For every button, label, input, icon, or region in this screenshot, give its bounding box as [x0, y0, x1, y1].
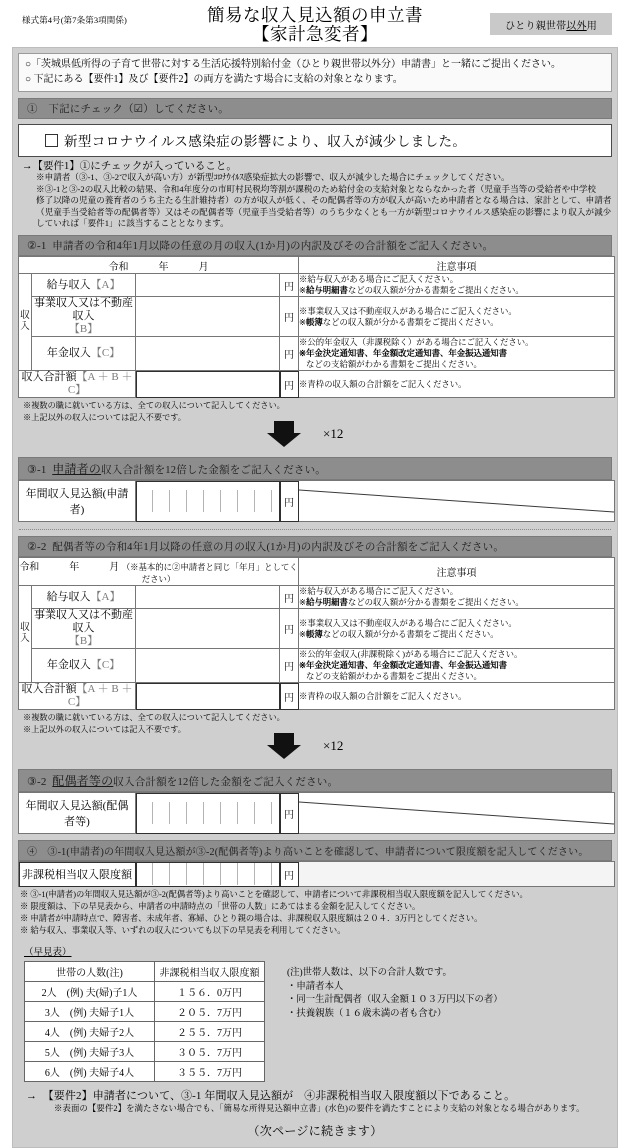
quick-table-explanation [265, 961, 503, 1082]
household-size: 2人 (例) 夫(婦)子1人 [25, 982, 155, 1002]
period-label-applicant[interactable]: 令和 年 月 [19, 257, 299, 274]
row-label-business-tag: 【B】 [68, 323, 99, 336]
diagonal-blank-spouse [299, 793, 615, 834]
memo-business [299, 297, 615, 337]
memo-pension-line-1: ※公的年金収入（非課税除く）がある場合にご記入ください。 [299, 338, 534, 348]
digit-grid-annual-spouse[interactable] [136, 793, 280, 834]
section-3-2-number: ③-2 [27, 776, 47, 789]
tax-exempt-limit-blank [299, 862, 615, 887]
annual-income-spouse-table [18, 792, 615, 834]
digit-grid-pension-spouse[interactable] [136, 649, 280, 683]
total-label-applicant [19, 371, 136, 398]
section-2-1-number: ②-1 [27, 240, 47, 253]
income-table-applicant [18, 256, 615, 398]
multiplier-label-spouse: ×12 [323, 738, 344, 754]
digit-grid-total-spouse[interactable] [136, 683, 280, 710]
intro-line-2: ○ 下記にある【要件1】及び【要件2】の両方を満たす場合に支給の対象となります。 [25, 73, 403, 85]
quick-table-col-2: 非課税相当収入限度額 [155, 962, 265, 982]
row-label-business [32, 297, 136, 337]
yen-unit-total-applicant: 円 [280, 371, 299, 398]
quick-table-wrap [18, 961, 612, 1082]
section-3-1-text: 収入合計額を12倍した金額をご記入ください。 [101, 465, 326, 477]
limit-amount: ３０５．7万円 [155, 1042, 265, 1062]
period-label-spouse[interactable] [19, 558, 299, 586]
row-label-business-spouse [32, 609, 136, 649]
memo-pension-spouse-line-2: ※年金決定通知書、年金額改定通知書、年金振込通知書 [299, 661, 508, 671]
memo-business-spouse-bold: 帳簿 [306, 629, 323, 639]
yen-unit-salary-spouse: 円 [280, 586, 299, 609]
memo-business-spouse-line-2: ※帳簿などの収入額が分かる書類をご提出ください。 [299, 629, 499, 639]
table-header-row [25, 962, 265, 982]
table-row-total [19, 683, 615, 710]
row-label-salary-main: 給与収入 [46, 278, 91, 291]
memo-salary [299, 274, 615, 297]
intro-line-1: ○「茨城県低所得の子育て世帯に対する生活応援特別給付金（ひとり親世帯以外分）申請書」と一緒にご提出ください。 [25, 59, 562, 70]
section-4-note-4: ※ 給与収入、事業収入等、いずれの収入についても以下の早見表を利用してください。 [20, 926, 346, 936]
badge-text-underline: 以外 [566, 20, 587, 32]
quick-table-explain-head: (注)世帯人数は、以下の合計人数です。 [287, 968, 452, 979]
row-label-business-spouse-tag: 【B】 [68, 635, 99, 648]
covid-declaration-box[interactable] [18, 124, 612, 157]
section-4-note-2: ※ 限度額は、下の早見表から、申請者の申請時点の「世帯の人数」にあてはまる金額を記入してください。 [20, 902, 421, 912]
tax-exempt-limit-table [18, 861, 615, 887]
section-3-2-text: 収入合計額を12倍した金額をご記入ください。 [113, 777, 339, 789]
limit-amount: ２０５．7万円 [155, 1002, 265, 1022]
title-line-2: 【家計急変者】 [252, 24, 378, 44]
requirement-1-note [18, 161, 612, 229]
yen-unit-annual-applicant: 円 [280, 481, 299, 522]
table-row [19, 337, 615, 371]
memo-total-applicant: ※青枠の収入額の合計額をご記入ください。 [299, 371, 615, 398]
quick-table-title: （早見表） [24, 948, 72, 959]
limit-amount: ２５５．7万円 [155, 1022, 265, 1042]
household-size: 4人 (例) 夫婦子2人 [25, 1022, 155, 1042]
page-header [0, 0, 630, 42]
digit-grid-total-applicant[interactable] [136, 371, 280, 398]
total-label-spouse-tag: 【A ＋ B ＋ C】 [67, 683, 133, 709]
limit-amount: １５６．0万円 [155, 982, 265, 1002]
memo-salary-line-2: ※給与明細書などの収入額が分かる書類をご提出ください。 [299, 286, 524, 296]
digit-grid-pension[interactable] [136, 337, 280, 371]
memo-salary-spouse-bold: 給与明細書 [306, 598, 348, 608]
row-label-business-main: 事業収入又は不動産収入 [34, 297, 133, 323]
quick-table-explain-item: ・同一生計配偶者（収入金額１０３万円以下の者） [287, 995, 503, 1006]
section-4-bar: ④ ③-1(申請者)の年間収入見込額が③-2(配偶者等)より高いことを確認して、申請者について限度額を記入してください。 [18, 840, 612, 861]
yen-unit-pension-spouse: 円 [280, 649, 299, 683]
memo-salary-spouse [299, 586, 615, 609]
notes-column-header-spouse: 注意事項 [299, 558, 615, 586]
section-4-notes [18, 889, 612, 937]
requirement-1-note-5: していれば「要件1」に該当することとなります。 [36, 218, 229, 229]
section-3-2-bar [18, 769, 612, 792]
memo-business-line-1: ※事業収入又は不動産収入がある場合にご記入ください。 [299, 306, 517, 316]
table-row [25, 982, 265, 1002]
section-4-note-1: ※ ③-1(申請者)の年間収入見込額が③-2(配偶者等)より高いことを確認して、申請者について非課税相当収入限度額を記入してください。 [20, 890, 528, 900]
section-2-2-number: ②-2 [27, 541, 47, 554]
row-label-salary-tag: 【A】 [90, 278, 121, 291]
memo-pension-spouse-line-3: などの支給額がわかる書類をご提出ください。 [306, 672, 482, 682]
income-table-spouse [18, 557, 615, 710]
table-row [25, 1042, 265, 1062]
diagonal-blank-applicant [299, 481, 615, 522]
requirement-1-lead: →【要件1】①にチェックが入っていること。 [22, 161, 237, 172]
quick-table-explain-item: ・扶養親族（１６歳未満の者も含む） [287, 1008, 447, 1019]
section-2-2-bar [18, 536, 612, 557]
section-3-1-number: ③-1 [27, 464, 47, 477]
yen-unit-total-spouse: 円 [280, 683, 299, 710]
title-line-1: 簡易な収入見込額の申立書 [207, 5, 423, 25]
multiplier-arrow-applicant [18, 421, 612, 451]
row-label-salary-spouse [32, 586, 136, 609]
requirement-2-sub: ※表面の【要件2】を満たさない場合でも、「簡易な所得見込額申立書」(水色)の要件を満たすことにより支給の対象となる場合があります。 [54, 1104, 585, 1114]
total-label-tag: 【A ＋ B ＋ C】 [67, 371, 133, 397]
row-label-salary-spouse-main: 給与収入 [46, 590, 91, 603]
undernote-applicant [18, 400, 612, 423]
quick-reference-table [24, 961, 265, 1082]
section-2-1-bar [18, 235, 612, 256]
memo-business-line-2: ※帳簿などの収入額が分かる書類をご提出ください。 [299, 317, 499, 327]
total-label-spouse [19, 683, 136, 710]
yen-unit-annual-spouse: 円 [280, 793, 299, 834]
table-row-total [19, 371, 615, 398]
digit-grid-salary-spouse[interactable] [136, 586, 280, 609]
row-label-salary [32, 274, 136, 297]
total-label-main: 収入合計額 [21, 371, 77, 384]
multiplier-label-applicant: ×12 [323, 426, 344, 442]
digit-grid-annual-applicant[interactable] [136, 481, 280, 522]
status-badge [490, 13, 612, 35]
undernote-spouse-1: ※複数の職に就いている方は、全ての収入について記入してください。 [23, 713, 285, 723]
section-2-1-text: 申請者の令和4年1月以降の任意の月の収入(1か月)の内訳及びその合計額をご記入ください。 [52, 241, 494, 253]
memo-pension-spouse-line-1: ※公的年金収入(非課税除く)がある場合にご記入ください。 [299, 650, 523, 660]
table-row [25, 1022, 265, 1042]
requirement-1-note-1: ※申請者（③-1、③-2で収入が高い方）が新型ｺﾛﾅｳｲﾙｽ感染症拡大の影響で、収入が減少した場合にチェックしてください。 [36, 172, 510, 183]
form-number: 様式第4号(第7条第3項関係) [22, 15, 127, 25]
table-row [19, 649, 615, 683]
yen-unit-pension: 円 [280, 337, 299, 371]
annual-income-applicant-table [18, 480, 615, 522]
digit-grid-business-spouse[interactable] [136, 609, 280, 649]
section-3-1-bar [18, 457, 612, 480]
memo-pension-line-3: などの支給額がわかる書類をご提出ください。 [306, 360, 482, 370]
period-label-spouse-text: 令和 年 月 [19, 562, 120, 574]
annual-income-spouse-label: 年間収入見込額(配偶者等) [19, 793, 136, 834]
undernote-spouse [18, 712, 612, 735]
requirement-2-main: → 【要件2】申請者について、③-1 年間収入見込額が ④非課税相当収入限度額以下であること。 [26, 1090, 516, 1103]
quick-table-explain-item: ・申請者本人 [287, 981, 344, 992]
section-4-note-3: ※ 申請者が申請時点で、障害者、未成年者、寡婦、ひとり親の場合は、非課税収入限度額は２０４．3万円としてください。 [20, 914, 483, 924]
row-label-pension-spouse [32, 649, 136, 683]
household-size: 3人 (例) 夫婦子1人 [25, 1002, 155, 1022]
undernote-spouse-2: ※上記以外の収入については記入不要です。 [23, 724, 186, 734]
section-2-2-text: 配偶者等の令和4年1月以降の任意の月の収入(1か月)の内訳及びその合計額をご記入ください。 [52, 542, 505, 554]
tax-exempt-limit-label: 非課税相当収入限度額 [19, 862, 136, 887]
requirement-1-note-2: ※③-1と③-2の収入比較の結果、令和4年度分の市町村民税均等割が課税のため給付金の支給対象とならなかった者（児童手当等の受給者や中学校 [36, 183, 597, 194]
undernote-applicant-1: ※複数の職に就いている方は、全ての収入について記入してください。 [23, 401, 285, 411]
yen-unit-salary: 円 [280, 274, 299, 297]
yen-unit-business: 円 [280, 297, 299, 337]
section-1-bar: ① 下記にチェック（☑）してください。 [18, 98, 612, 119]
table-row [25, 1062, 265, 1082]
memo-pension [299, 337, 615, 371]
income-side-label-spouse: 収入 [19, 586, 32, 683]
continue-notice: （次ページに続きます） [247, 1124, 383, 1139]
quick-table-col-1: 世帯の人数(注) [25, 962, 155, 982]
limit-amount: ３５５．7万円 [155, 1062, 265, 1082]
requirement-1-note-4: （児童手当受給者等の配偶者等）又はその配偶者等（児童手当受給者等）のうち少なくとも一方が新型コロナウイルス感染症の影響により収入が減少 [36, 206, 612, 217]
table-header-row [19, 257, 615, 274]
digit-grid-salary[interactable] [136, 274, 280, 297]
memo-business-spouse-line-1: ※事業収入又は不動産収入がある場合にご記入ください。 [299, 618, 517, 628]
row-label-business-spouse-main: 事業収入又は不動産収入 [34, 609, 133, 635]
total-label-spouse-main: 収入合計額 [21, 683, 77, 696]
income-side-label: 収入 [19, 274, 32, 371]
table-row [19, 793, 615, 834]
requirement-2-note [18, 1087, 612, 1115]
table-row [19, 862, 615, 887]
undernote-applicant-2: ※上記以外の収入については記入不要です。 [23, 412, 186, 422]
multiplier-arrow-spouse [18, 733, 612, 763]
memo-salary-spouse-line-1: ※給与収入がある場合にご記入ください。 [299, 587, 459, 597]
table-header-row [19, 558, 615, 586]
memo-salary-line-1: ※給与収入がある場合にご記入ください。 [299, 275, 459, 285]
table-row [19, 586, 615, 609]
memo-total-spouse: ※青枠の収入額の合計額をご記入ください。 [299, 683, 615, 710]
memo-salary-bold: 給与明細書 [306, 286, 348, 296]
yen-unit-business-spouse: 円 [280, 609, 299, 649]
table-row [19, 609, 615, 649]
digit-grid-business[interactable] [136, 297, 280, 337]
section-divider [19, 529, 611, 530]
row-label-salary-spouse-tag: 【A】 [90, 590, 121, 603]
checkbox-icon[interactable] [45, 134, 58, 147]
table-row [19, 297, 615, 337]
section-3-1-emphasis: 申請者の [52, 462, 102, 477]
intro-box [18, 53, 612, 92]
period-note-spouse: （※基本的に②申請者と同じ「年月」としてください） [121, 563, 298, 585]
row-label-pension-main: 年金収入 [46, 347, 91, 360]
yen-unit-tax-exempt-limit: 円 [280, 862, 299, 887]
covid-declaration-text: 新型コロナウイルス感染症の影響により、収入が減少しました。 [64, 134, 467, 149]
row-label-pension-spouse-main: 年金収入 [46, 659, 91, 672]
form-body-panel [12, 47, 618, 1148]
memo-pension-spouse [299, 649, 615, 683]
memo-pension-line-2: ※年金決定通知書、年金額改定通知書、年金振込通知書 [299, 349, 508, 359]
badge-text-pre: ひとり親世帯 [505, 20, 567, 32]
notes-column-header: 注意事項 [299, 257, 615, 274]
memo-business-spouse [299, 609, 615, 649]
digit-grid-tax-exempt-limit[interactable] [136, 862, 280, 887]
row-label-pension [32, 337, 136, 371]
requirement-1-note-3: 修了以降の児童の養育者のうち主たる生計維持者）の方が収入が低く、その配偶者等の方が収入が高いため申請者となる場合は、家計として、申請者 [36, 195, 612, 206]
memo-business-bold: 帳簿 [306, 317, 323, 327]
row-label-pension-tag: 【C】 [90, 347, 121, 360]
annual-income-applicant-label: 年間収入見込額(申請者) [19, 481, 136, 522]
badge-text-post: 用 [586, 20, 597, 32]
memo-salary-spouse-line-2: ※給与明細書などの収入額が分かる書類をご提出ください。 [299, 598, 524, 608]
household-size: 6人 (例) 夫婦子4人 [25, 1062, 155, 1082]
table-row [19, 274, 615, 297]
row-label-pension-spouse-tag: 【C】 [90, 659, 121, 672]
table-row [25, 1002, 265, 1022]
household-size: 5人 (例) 夫婦子3人 [25, 1042, 155, 1062]
section-3-2-emphasis: 配偶者等の [52, 774, 114, 789]
table-row [19, 481, 615, 522]
